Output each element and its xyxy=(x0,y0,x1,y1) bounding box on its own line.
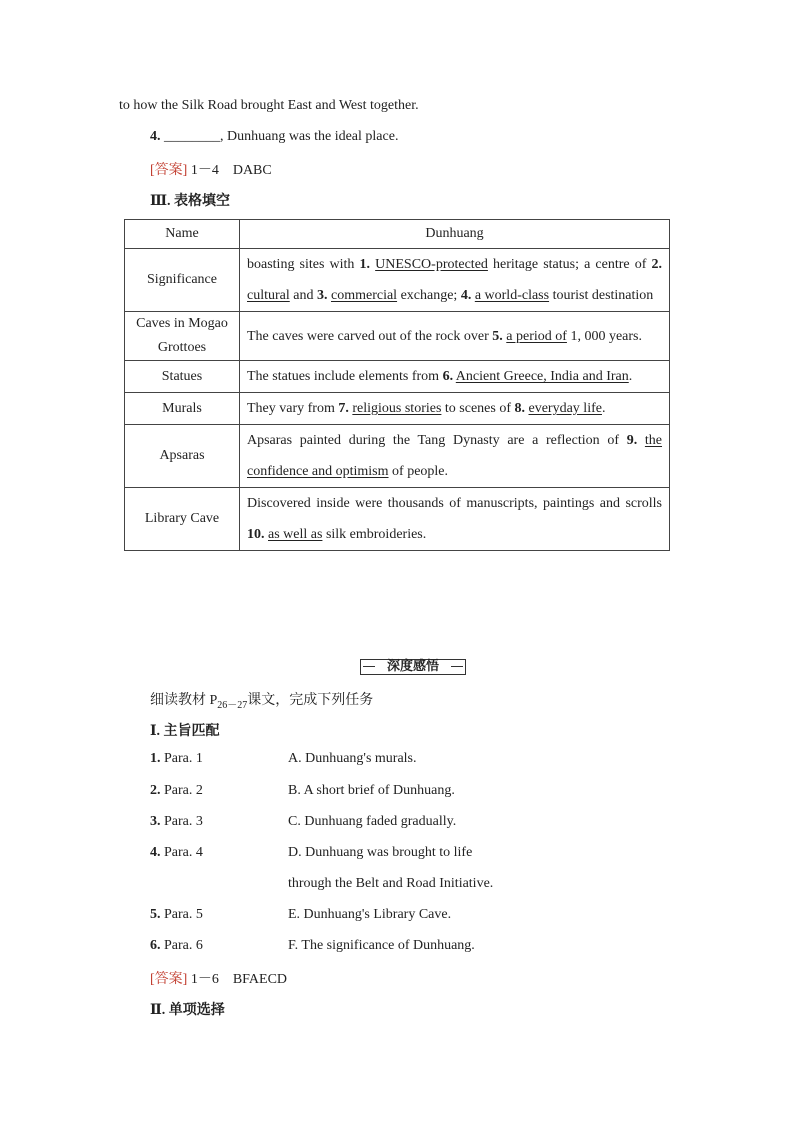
option-text: D. Dunhuang was brought to life xyxy=(288,845,473,860)
list-item: 5. Para. 5 xyxy=(150,907,203,922)
section-heading-1: Ⅰ. 主旨匹配 xyxy=(150,724,220,739)
option-text: E. Dunhuang's Library Cave. xyxy=(288,907,452,922)
reading-intro: 细读教材 $P_{26-27}$课文，完成下列任务 xyxy=(150,693,374,711)
continuation-text: to how the Silk Road brought East and West together. xyxy=(119,98,419,113)
answer-fill: a period of xyxy=(506,328,567,344)
list-item: 2. Para. 2 xyxy=(150,783,203,798)
option-text: F. The significance of Dunhuang. xyxy=(288,938,475,953)
dunhuang-table xyxy=(124,219,670,551)
list-item: 4. Para. 4 xyxy=(150,845,203,860)
answer-fill: UNESCO-protected xyxy=(375,257,488,272)
list-item: 6. Para. 6 xyxy=(150,938,203,953)
header-dunhuang: Dunhuang xyxy=(240,220,670,249)
table-row xyxy=(125,312,670,361)
list-item: 3. Para. 3 xyxy=(150,814,203,829)
answer-fill: Ancient Greece, India and Iran xyxy=(455,369,629,384)
answer-tag: [答案] xyxy=(150,972,188,987)
table-row xyxy=(125,488,670,551)
section-heading-3: Ⅲ. 表格填空 xyxy=(150,194,231,209)
row-description: boasting sites with 1. UNESCO-protected heritage status; a centre of 2. cultural and 3. commercial exchange; 4. a world-class tourist destination xyxy=(240,249,670,312)
row-name: Caves in Mogao Grottoes xyxy=(125,312,240,361)
answer-fill: as well as xyxy=(268,527,323,542)
answer-fill: everyday life xyxy=(528,401,602,416)
row-name: Statues xyxy=(125,361,240,393)
row-description: Apsaras painted during the Tang Dynasty are a reflection of 9. the confidence and optimism of people. xyxy=(240,425,670,488)
answer-fill: commercial xyxy=(330,288,398,303)
question-text: , Dunhuang was the ideal place. xyxy=(220,129,399,144)
answer-fill: a world-class xyxy=(474,288,550,303)
row-description: Discovered inside were thousands of manuscripts, paintings and scrolls 10. as well as silk embroideries. xyxy=(240,488,670,551)
section-heading-2: Ⅱ. 单项选择 xyxy=(150,1003,225,1018)
answer-line-2 xyxy=(150,968,287,988)
table-header-row xyxy=(125,220,670,249)
row-description: They vary from 7. religious stories to scenes of 8. everyday life. xyxy=(240,393,670,425)
answer-text: 1－4 DABC xyxy=(190,163,272,178)
row-name: Significance xyxy=(125,249,240,312)
list-item: 1. Para. 1 xyxy=(150,751,203,766)
answer-fill: cultural xyxy=(247,288,290,303)
answer-tag: [答案] xyxy=(150,163,188,178)
question-number: 4. xyxy=(150,129,161,144)
option-text: B. A short brief of Dunhuang. xyxy=(288,783,455,798)
option-text: A. Dunhuang's murals. xyxy=(288,751,417,766)
row-name: Apsaras xyxy=(125,425,240,488)
row-name: Library Cave xyxy=(125,488,240,551)
table-row xyxy=(125,425,670,488)
answer-line-1 xyxy=(150,159,272,179)
answer-blank: ________ xyxy=(164,129,220,144)
answer-fill: religious stories xyxy=(352,401,442,416)
header-name: Name xyxy=(125,220,240,249)
row-name: Murals xyxy=(125,393,240,425)
option-text: C. Dunhuang faded gradually. xyxy=(288,814,457,829)
option-text-continued: through the Belt and Road Initiative. xyxy=(288,876,494,891)
table-row xyxy=(125,393,670,425)
answer-text: 1－6 BFAECD xyxy=(190,972,288,987)
question-4 xyxy=(150,129,398,145)
section-banner: 深度感悟 xyxy=(360,659,466,675)
row-description: The statues include elements from 6. Ancient Greece, India and Iran. xyxy=(240,361,670,393)
table-row xyxy=(125,249,670,312)
row-description: The caves were carved out of the rock over 5. a period of 1, 000 years. xyxy=(240,312,670,361)
table-row xyxy=(125,361,670,393)
answer-fill: the confidence and optimism xyxy=(247,433,663,479)
